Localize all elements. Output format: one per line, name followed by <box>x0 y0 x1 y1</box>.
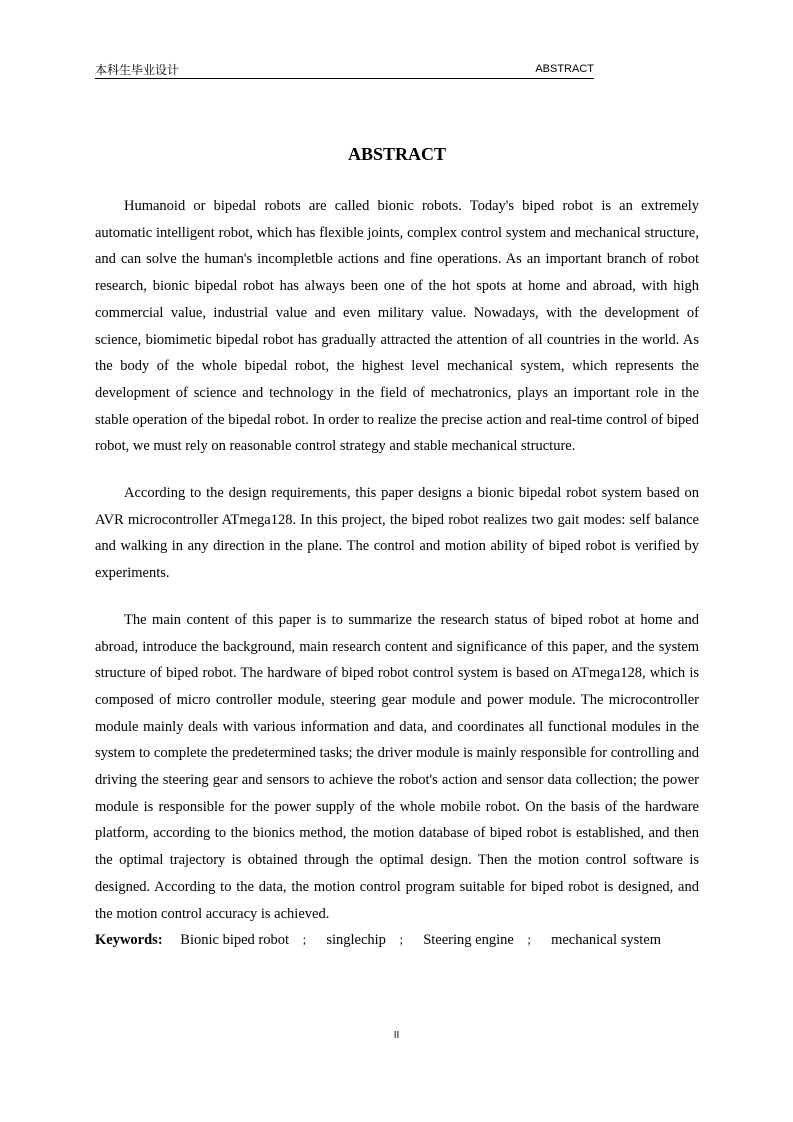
page-number: II <box>393 1030 400 1041</box>
abstract-title: ABSTRACT <box>347 144 447 164</box>
keyword-separator: ； <box>526 933 539 948</box>
page-header <box>95 60 594 79</box>
keywords-label: Keywords: <box>95 932 163 949</box>
keyword-separator: ； <box>398 933 411 948</box>
header-left-title: 本科生毕业设计 <box>95 63 180 77</box>
keywords-line <box>95 927 699 954</box>
abstract-paragraph-1: Humanoid or bipedal robots are called bionic robots. Today's biped robot is an extremely automatic intelligent robot, which has flexible joints, complex control system and mechanical structure, and can solve the human's incompletble actions and fine operations. As an important branch of robot research, bionic bipedal robot has always been one of the hot spots at home and abroad, with high commercial value, industrial value and even military value. Nowadays, with the development of science, biomimetic bipedal robot has gradually attracted the attention of all countries in the world. As the body of the whole bipedal robot, the highest level mechanical system, which represents the development of science and technology in the field of mechatronics, plays an important role in the stable operation of the bipedal robot. In order to realize the precise action and real-time control of biped robot, we must rely on reasonable control strategy and stable mechanical structure. <box>95 198 699 455</box>
header-right-title: ABSTRACT <box>535 63 594 75</box>
keyword-item: mechanical system <box>551 932 661 949</box>
abstract-paragraph-3: The main content of this paper is to summarize the research status of biped robot at home and abroad, introduce the background, main research content and significance of this paper, and the system structure of biped robot. The hardware of biped robot control system is based on ATmega128, which is composed of micro controller module, steering gear module and power module. The microcontroller module mainly deals with various information and data, and coordinates all functional modules in the system to complete the predetermined tasks; the driver module is mainly responsible for controlling and driving the steering gear and sensors to achieve the robot's action and sensor data collection; the power module is responsible for the power supply of the whole mobile robot. On the basis of the hardware platform, according to the bionics method, the motion database of biped robot is established, and then the optimal trajectory is obtained through the optimal design. Then the motion control software is designed. According to the data, the motion control program suitable for biped robot is designed, and the motion control accuracy is achieved. <box>95 611 699 922</box>
abstract-paragraph-2: According to the design requirements, this paper designs a bionic bipedal robot system based on AVR microcontroller ATmega128. In this project, the biped robot realizes two gait modes: self balance and walking in any direction in the plane. The control and motion ability of biped robot is verified by experiments. <box>95 485 699 582</box>
keyword-item: Bionic biped robot <box>180 932 290 949</box>
keyword-separator: ； <box>301 933 314 948</box>
abstract-body <box>95 193 699 954</box>
keyword-item: singlechip <box>326 932 386 949</box>
keyword-item: Steering engine <box>423 932 514 949</box>
